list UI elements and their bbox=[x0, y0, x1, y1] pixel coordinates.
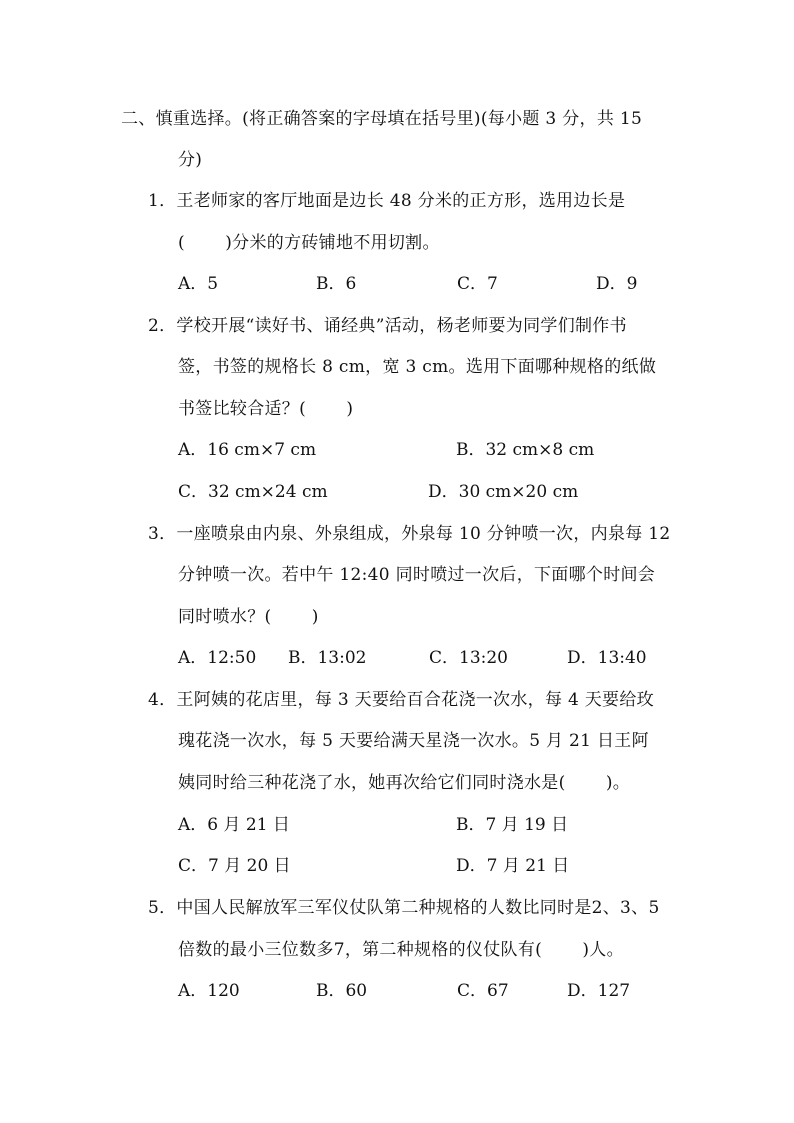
question-5-line-1: 5．中国人民解放军三军仪仗队第二种规格的人数比同时是2、3、5 bbox=[148, 898, 660, 918]
question-4-line-3: 姨同时给三种花浇了水，她再次给它们同时浇水是( )。 bbox=[178, 773, 631, 793]
question-3-option-d[interactable]: D．13:40 bbox=[567, 648, 647, 668]
question-1-line-2: ( )分米的方砖铺地不用切割。 bbox=[178, 233, 440, 253]
question-2-option-b[interactable]: B．32 cm×8 cm bbox=[456, 440, 595, 460]
question-3-line-1: 3．一座喷泉由内泉、外泉组成，外泉每 10 分钟喷一次，内泉每 12 bbox=[148, 524, 671, 544]
question-2-option-d[interactable]: D．30 cm×20 cm bbox=[428, 482, 579, 502]
question-1-option-c[interactable]: C．7 bbox=[457, 274, 498, 294]
question-2-line-2: 签，书签的规格长 8 cm，宽 3 cm。选用下面哪种规格的纸做 bbox=[178, 357, 657, 377]
question-4-option-b[interactable]: B．7 月 19 日 bbox=[456, 815, 569, 835]
question-2-line-1: 2．学校开展“读好书、诵经典”活动，杨老师要为同学们制作书 bbox=[148, 316, 627, 336]
question-4-line-1: 4．王阿姨的花店里，每 3 天要给百合花浇一次水，每 4 天要给玫 bbox=[148, 690, 654, 710]
question-5-option-c[interactable]: C．67 bbox=[457, 981, 509, 1001]
question-5-option-a[interactable]: A．120 bbox=[178, 981, 240, 1001]
question-4-option-c[interactable]: C．7 月 20 日 bbox=[178, 856, 291, 876]
question-3-line-2: 分钟喷一次。若中午 12:40 同时喷过一次后，下面哪个时间会 bbox=[178, 565, 656, 585]
question-2-option-a[interactable]: A．16 cm×7 cm bbox=[178, 440, 317, 460]
question-5-option-d[interactable]: D．127 bbox=[567, 981, 631, 1001]
question-1-option-b[interactable]: B．6 bbox=[316, 274, 357, 294]
question-5-line-2: 倍数的最小三位数多7，第二种规格的仪仗队有( )人。 bbox=[178, 940, 624, 960]
question-4-option-d[interactable]: D．7 月 21 日 bbox=[456, 856, 570, 876]
question-1-option-d[interactable]: D．9 bbox=[596, 274, 638, 294]
question-3-option-c[interactable]: C．13:20 bbox=[429, 648, 508, 668]
question-3-option-b[interactable]: B．13:02 bbox=[288, 648, 367, 668]
question-1-option-a[interactable]: A．5 bbox=[178, 274, 219, 294]
section-title-continued: 分) bbox=[178, 150, 203, 170]
question-1-line-1: 1．王老师家的客厅地面是边长 48 分米的正方形，选用边长是 bbox=[148, 191, 626, 211]
question-2-option-c[interactable]: C．32 cm×24 cm bbox=[178, 482, 328, 502]
section-title: 二、慎重选择。(将正确答案的字母填在括号里)(每小题 3 分，共 15 bbox=[121, 109, 643, 129]
question-5-option-b[interactable]: B．60 bbox=[316, 981, 368, 1001]
question-4-option-a[interactable]: A．6 月 21 日 bbox=[178, 815, 290, 835]
question-3-line-3: 同时喷水？( ) bbox=[178, 607, 319, 627]
question-4-line-2: 瑰花浇一次水，每 5 天要给满天星浇一次水。5 月 21 日王阿 bbox=[178, 731, 649, 751]
question-2-line-3: 书签比较合适？( ) bbox=[178, 399, 354, 419]
question-3-option-a[interactable]: A．12:50 bbox=[178, 648, 257, 668]
